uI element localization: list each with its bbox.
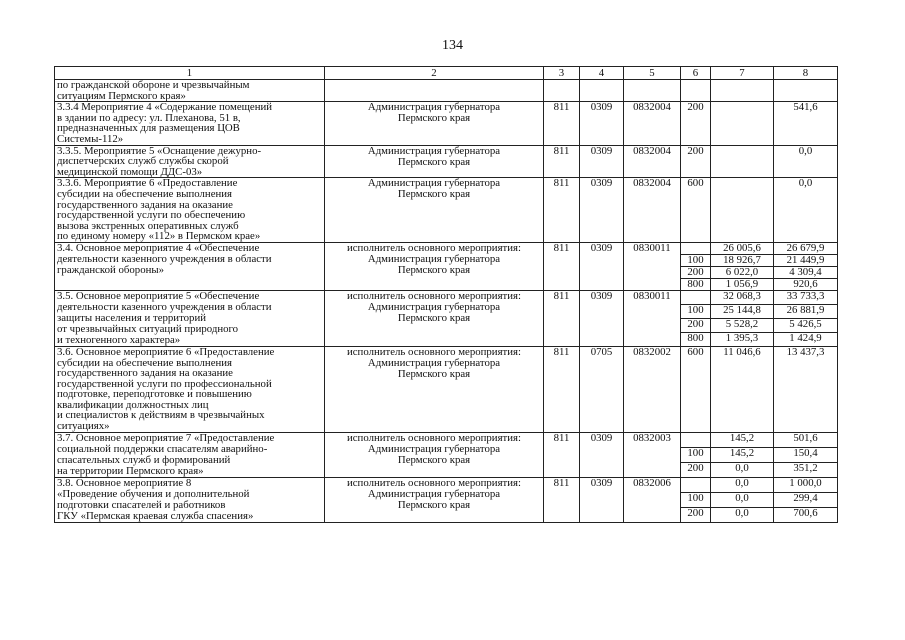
event-name-cell: по гражданской обороне и чрезвычайным ситуациям Пермского края» (55, 80, 325, 102)
amount-year1-cell: 145,2 (711, 447, 774, 462)
section-code-cell: 0309 (580, 432, 624, 477)
amount-year2-cell: 13 437,3 (774, 346, 838, 432)
event-name-cell: 3.8. Основное мероприятие 8 «Проведение обучения и дополнительной подготовки спасателей и работников ГКУ «Пермская краевая служба спасения» (55, 477, 325, 522)
expense-type-cell: 100 (681, 492, 711, 507)
header-cell-6: 6 (681, 67, 711, 80)
expense-type-cell: 100 (681, 254, 711, 266)
ministry-code-cell: 811 (544, 346, 580, 432)
amount-year2-cell: 21 449,9 (774, 254, 838, 266)
amount-year2-cell: 920,6 (774, 278, 838, 290)
event-name-cell: 3.5. Основное мероприятие 5 «Обеспечение деятельности казенного учреждения в области защиты населения и территорий от чрезвычайных ситуаций природного и техногенного характера» (55, 290, 325, 346)
section-code-cell: 0705 (580, 346, 624, 432)
amount-year1-cell: 11 046,6 (711, 346, 774, 432)
table-row (55, 346, 838, 432)
ministry-code-cell: 811 (544, 477, 580, 522)
table-row (55, 432, 838, 447)
amount-year2-cell: 33 733,3 (774, 290, 838, 304)
header-cell-4: 4 (580, 67, 624, 80)
table-row (55, 80, 838, 102)
amount-year2-cell: 5 426,5 (774, 318, 838, 332)
amount-year2-cell: 4 309,4 (774, 266, 838, 278)
amount-year1-cell (711, 178, 774, 243)
header-cell-8: 8 (774, 67, 838, 80)
amount-year2-cell (774, 80, 838, 102)
header-cell-2: 2 (325, 67, 544, 80)
ministry-code-cell: 811 (544, 290, 580, 346)
table-row (55, 178, 838, 243)
event-name-cell: 3.3.5. Мероприятие 5 «Оснащение дежурно- диспетчерских служб службы скорой медицинской помощи ДДС-03» (55, 145, 325, 178)
amount-year1-cell: 145,2 (711, 432, 774, 447)
table-row (55, 102, 838, 145)
table-body (55, 67, 838, 523)
expense-type-cell: 200 (681, 266, 711, 278)
section-code-cell: 0309 (580, 477, 624, 522)
budget-table (54, 66, 838, 523)
header-cell-7: 7 (711, 67, 774, 80)
event-name-cell: 3.3.4 Мероприятие 4 «Содержание помещений в здании по адресу: ул. Плеханова, 51 в, предназначенных для размещения ЦОВ Системы-112» (55, 102, 325, 145)
amount-year2-cell: 351,2 (774, 462, 838, 477)
amount-year1-cell: 0,0 (711, 477, 774, 492)
amount-year2-cell: 1 000,0 (774, 477, 838, 492)
expense-type-cell (681, 477, 711, 492)
amount-year2-cell: 1 424,9 (774, 332, 838, 346)
event-name-cell: 3.7. Основное мероприятие 7 «Предоставление социальной поддержки спасателям аварийно- спасательных служб и формирований на территории Пермского края» (55, 432, 325, 477)
ministry-code-cell (544, 80, 580, 102)
executor-cell (325, 80, 544, 102)
expense-type-cell (681, 290, 711, 304)
target-article-cell: 0832004 (624, 145, 681, 178)
ministry-code-cell: 811 (544, 242, 580, 290)
amount-year2-cell: 700,6 (774, 507, 838, 522)
table-row (55, 290, 838, 304)
table-row (55, 242, 838, 254)
amount-year2-cell: 26 679,9 (774, 242, 838, 254)
amount-year1-cell (711, 102, 774, 145)
section-code-cell: 0309 (580, 178, 624, 243)
amount-year1-cell: 5 528,2 (711, 318, 774, 332)
target-article-cell: 0832004 (624, 178, 681, 243)
amount-year1-cell: 0,0 (711, 492, 774, 507)
ministry-code-cell: 811 (544, 145, 580, 178)
executor-cell: исполнитель основного мероприятия: Администрация губернатора Пермского края (325, 346, 544, 432)
expense-type-cell: 600 (681, 178, 711, 243)
expense-type-cell: 600 (681, 346, 711, 432)
amount-year2-cell: 26 881,9 (774, 304, 838, 318)
amount-year1-cell: 0,0 (711, 462, 774, 477)
amount-year1-cell (711, 80, 774, 102)
expense-type-cell: 200 (681, 145, 711, 178)
page-number: 134 (442, 38, 463, 53)
executor-cell: исполнитель основного мероприятия: Администрация губернатора Пермского края (325, 242, 544, 290)
expense-type-cell: 100 (681, 447, 711, 462)
target-article-cell: 0832006 (624, 477, 681, 522)
header-cell-3: 3 (544, 67, 580, 80)
expense-type-cell (681, 242, 711, 254)
header-cell-1: 1 (55, 67, 325, 80)
expense-type-cell: 100 (681, 304, 711, 318)
amount-year1-cell: 0,0 (711, 507, 774, 522)
target-article-cell: 0830011 (624, 290, 681, 346)
expense-type-cell (681, 80, 711, 102)
header-cell-5: 5 (624, 67, 681, 80)
amount-year1-cell: 26 005,6 (711, 242, 774, 254)
section-code-cell: 0309 (580, 145, 624, 178)
table-row (55, 145, 838, 178)
executor-cell: Администрация губернатора Пермского края (325, 178, 544, 243)
amount-year1-cell: 32 068,3 (711, 290, 774, 304)
executor-cell: исполнитель основного мероприятия: Администрация губернатора Пермского края (325, 290, 544, 346)
section-code-cell (580, 80, 624, 102)
amount-year1-cell: 1 395,3 (711, 332, 774, 346)
expense-type-cell: 200 (681, 318, 711, 332)
event-name-cell: 3.3.6. Мероприятие 6 «Предоставление субсидии на обеспечение выполнения государственного задания на оказание государственной услуги по обеспечению вызова экстренных оперативных служб по единому номеру «112» в Пермском крае» (55, 178, 325, 243)
amount-year2-cell: 541,6 (774, 102, 838, 145)
expense-type-cell: 800 (681, 278, 711, 290)
ministry-code-cell: 811 (544, 432, 580, 477)
section-code-cell: 0309 (580, 102, 624, 145)
amount-year2-cell: 150,4 (774, 447, 838, 462)
target-article-cell: 0832004 (624, 102, 681, 145)
target-article-cell: 0830011 (624, 242, 681, 290)
section-code-cell: 0309 (580, 290, 624, 346)
amount-year2-cell: 501,6 (774, 432, 838, 447)
amount-year2-cell: 299,4 (774, 492, 838, 507)
target-article-cell: 0832002 (624, 346, 681, 432)
amount-year1-cell: 25 144,8 (711, 304, 774, 318)
table-row (55, 477, 838, 492)
ministry-code-cell: 811 (544, 102, 580, 145)
header-row (55, 67, 838, 80)
section-code-cell: 0309 (580, 242, 624, 290)
expense-type-cell (681, 432, 711, 447)
event-name-cell: 3.6. Основное мероприятие 6 «Предоставление субсидии на обеспечение выполнения государственного задания на оказание государственной услуги по профессиональной подготовке, переподготовке и повышению квалификации должностных лиц и специалистов к действиям в чрезвычайных ситуациях» (55, 346, 325, 432)
expense-type-cell: 800 (681, 332, 711, 346)
ministry-code-cell: 811 (544, 178, 580, 243)
executor-cell: Администрация губернатора Пермского края (325, 145, 544, 178)
amount-year1-cell (711, 145, 774, 178)
expense-type-cell: 200 (681, 102, 711, 145)
event-name-cell: 3.4. Основное мероприятие 4 «Обеспечение деятельности казенного учреждения в области гражданской обороны» (55, 242, 325, 290)
executor-cell: исполнитель основного мероприятия: Администрация губернатора Пермского края (325, 477, 544, 522)
amount-year2-cell: 0,0 (774, 178, 838, 243)
expense-type-cell: 200 (681, 462, 711, 477)
target-article-cell (624, 80, 681, 102)
amount-year2-cell: 0,0 (774, 145, 838, 178)
expense-type-cell: 200 (681, 507, 711, 522)
amount-year1-cell: 1 056,9 (711, 278, 774, 290)
executor-cell: Администрация губернатора Пермского края (325, 102, 544, 145)
amount-year1-cell: 18 926,7 (711, 254, 774, 266)
amount-year1-cell: 6 022,0 (711, 266, 774, 278)
target-article-cell: 0832003 (624, 432, 681, 477)
executor-cell: исполнитель основного мероприятия: Администрация губернатора Пермского края (325, 432, 544, 477)
